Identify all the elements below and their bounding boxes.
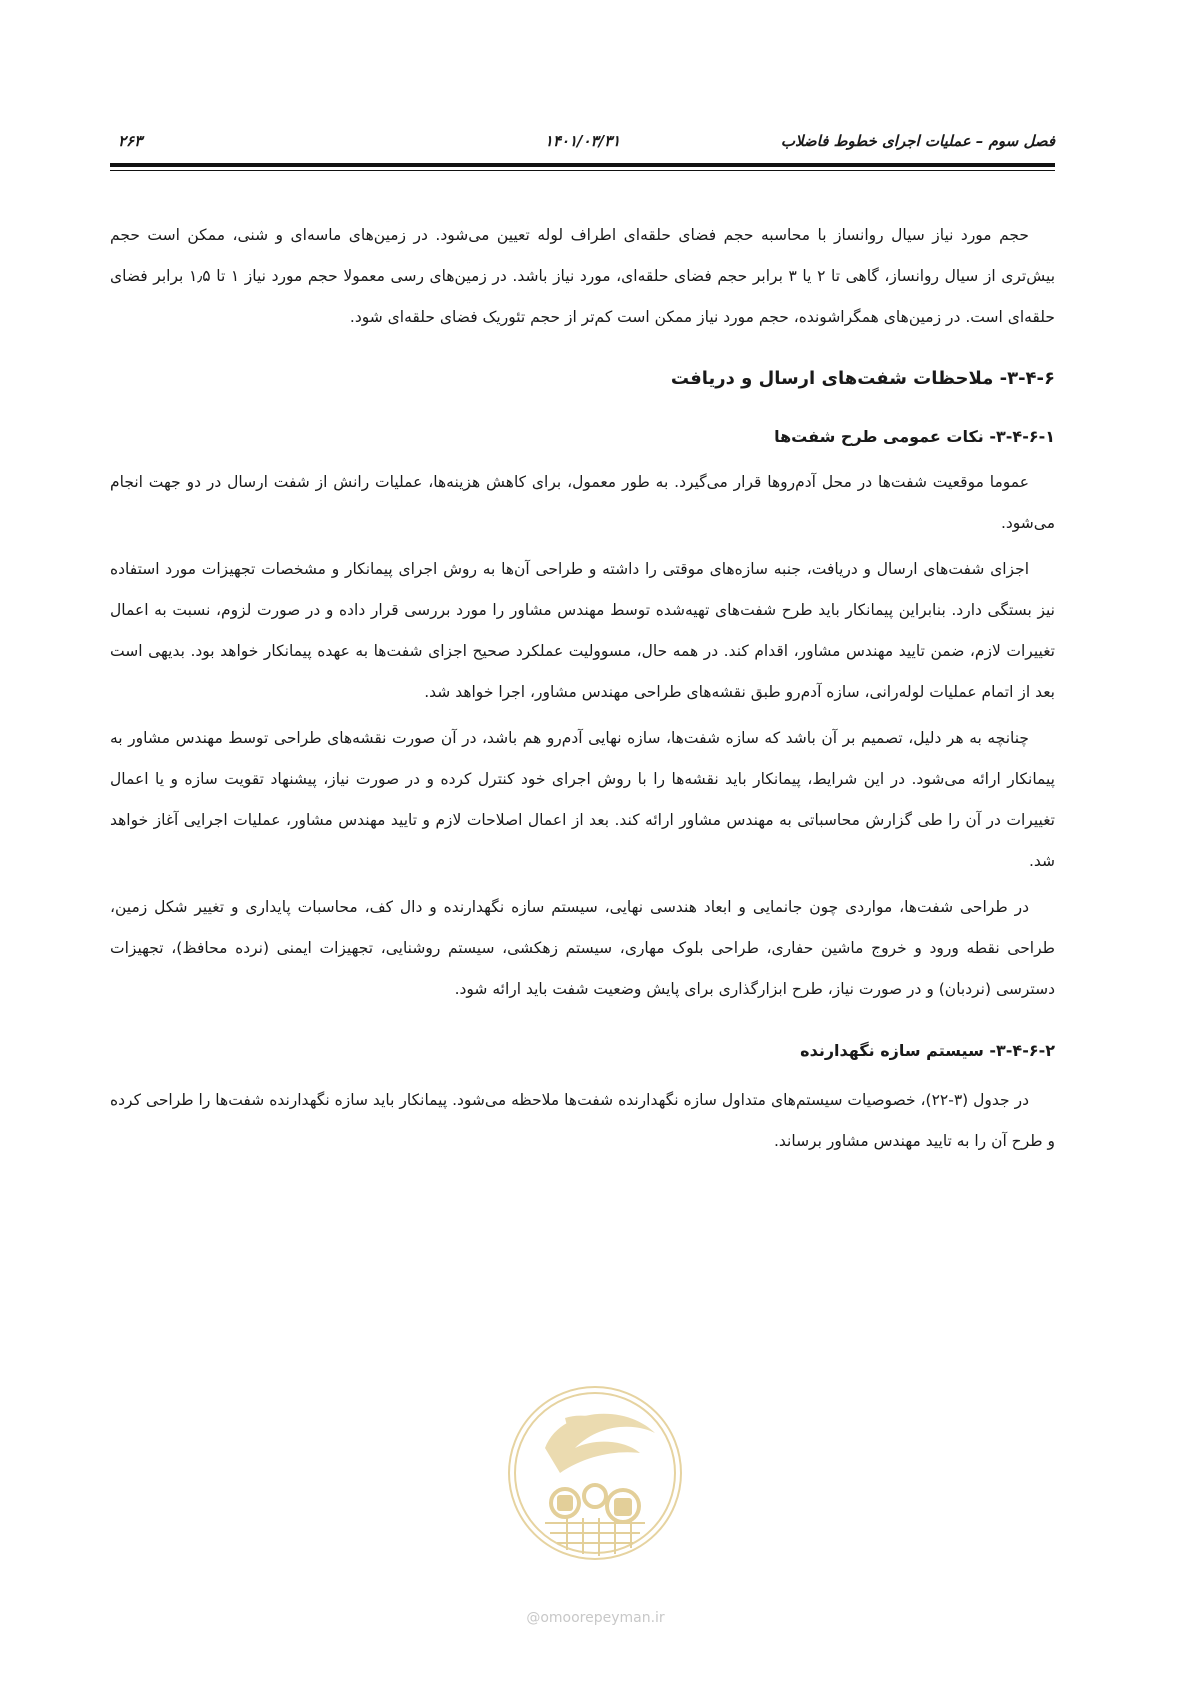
paragraph-retaining-systems: در جدول (۳-۲۲)، خصوصیات سیستم‌های متداول سازه نگهدارنده شفت‌ها ملاحظه می‌شود. پیمانکار باید سازه نگهدارنده شفت‌ها را طراحی کرده و طرح آن را به تایید مهندس مشاور برساند. — [110, 1091, 1055, 1150]
header-rule-thick — [110, 163, 1055, 167]
section-heading: ۳-۴-۶- ملاحظات شفت‌های ارسال و دریافت — [670, 368, 1055, 389]
paragraph-final-structure: چنانچه به هر دلیل، تصمیم بر آن باشد که سازه شفت‌ها، سازه نهایی آدم‌رو هم باشد، در آن صورت نقشه‌های طراحی توسط مهندس مشاور به پیمانکار ارائه می‌شود. در این شرایط، پیمانکار باید نقشه‌ها را با روش اجرای خود کنترل کرده و در صورت نیاز، پیشنهاد تقویت سازه و یا اعمال تغییرات در آن را طی گزارش محاسباتی به مهندس مشاور ارائه کند. بعد از اعمال اصلاحات لازم و تایید مهندس مشاور، عملیات اجرایی آغاز خواهد شد. — [110, 729, 1055, 870]
body-content — [110, 215, 1055, 1162]
paragraph-design-items: در طراحی شفت‌ها، مواردی چون جانمایی و ابعاد هندسی نهایی، سیستم سازه نگهدارنده و دال کف، محاسبات پایداری و تغییر شکل زمین، طراحی نقطه ورود و خروج ماشین حفاری، طراحی بلوک مهاری، سیستم زهکشی، سیستم روشنایی، تجهیزات ایمنی (نرده محافظ)، تجهیزات دسترسی (نردبان) و در صورت نیاز، طرح ابزارگذاری برای پایش وضعیت شفت باید ارائه شود. — [110, 898, 1055, 998]
subsection-heading-retaining: ۳-۴-۶-۲- سیستم سازه نگهدارنده — [800, 1041, 1055, 1060]
paragraph-shaft-components: اجزای شفت‌های ارسال و دریافت، جنبه سازه‌های موقتی را داشته و طراحی آن‌ها به روش اجرای پیمانکار و مشخصات تجهیزات مورد استفاده نیز بستگی دارد. بنابراین پیمانکار باید طرح شفت‌های تهیه‌شده توسط مهندس مشاور را مورد بررسی قرار داده و در صورت لزوم، نسبت به اعمال تغییرات لازم، ضمن تایید مهندس مشاور، اقدام کند. در همه حال، مسوولیت عملکرد صحیح اجزای شفت‌ها به عهده پیمانکار خواهد بود. بدیهی است بعد از اتمام عملیات لوله‌رانی، سازه آدم‌رو طبق نقشه‌های طراحی مهندس مشاور، اجرا خواهد شد. — [110, 560, 1055, 701]
paragraph-lubricant-volume: حجم مورد نیاز سیال روانساز با محاسبه حجم فضای حلقه‌ای اطراف لوله تعیین می‌شود. در زمین‌های ماسه‌ای و شنی، ممکن است حجم بیش‌تری از سیال روانساز، گاهی تا ۲ یا ۳ برابر حجم فضای حلقه‌ای، مورد نیاز باشد. در زمین‌های رسی معمولا حجم مورد نیاز ۱ تا ۱٫۵ برابر فضای حلقه‌ای است. در زمین‌های همگراشونده، حجم مورد نیاز ممکن است کم‌تر از حجم تئوریک فضای حلقه‌ای شود. — [110, 226, 1056, 326]
running-header — [110, 128, 1055, 158]
subsection-heading-general: ۳-۴-۶-۱- نکات عمومی طرح شفت‌ها — [774, 427, 1055, 446]
header-date: ۱۴۰۱/۰۳/۳۱ — [544, 132, 621, 150]
watermark-logo — [505, 1378, 686, 1598]
header-rule-thin — [110, 170, 1055, 171]
seal-icon — [505, 1378, 686, 1598]
page-number: ۲۶۳ — [118, 132, 143, 150]
watermark-handle: @omoorepeyman.ir — [526, 1610, 665, 1626]
chapter-title: فصل سوم – عملیات اجرای خطوط فاضلاب — [780, 132, 1055, 150]
paragraph-shaft-location: عموما موقعیت شفت‌ها در محل آدم‌روها قرار می‌گیرد. به طور معمول، برای کاهش هزینه‌ها، عملیات رانش از شفت ارسال در دو جهت انجام می‌شود. — [110, 473, 1055, 532]
